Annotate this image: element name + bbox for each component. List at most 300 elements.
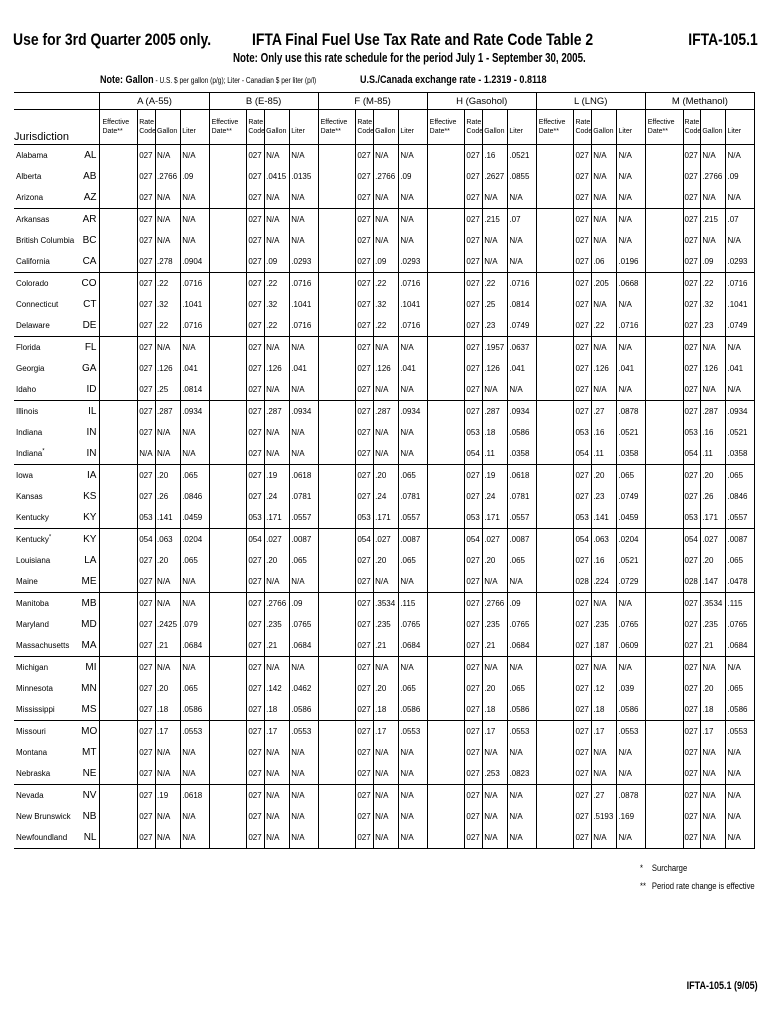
effective-date-cell [100, 785, 138, 807]
gallon-rate-cell: N/A [156, 230, 181, 251]
rate-code-cell: 053 [356, 507, 374, 529]
effective-date-cell [209, 806, 247, 827]
liter-rate-cell: .0293 [290, 251, 318, 273]
liter-rate-cell: N/A [508, 230, 536, 251]
fuel-group-header: B (E-85) [209, 93, 318, 110]
rate-code-cell: 027 [574, 187, 592, 209]
liter-rate-cell: .0716 [181, 315, 209, 337]
liter-rate-cell: N/A [290, 806, 318, 827]
liter-rate-cell: N/A [508, 187, 536, 209]
jurisdiction-name-text: Colorado [16, 279, 49, 288]
effective-date-cell [645, 593, 683, 615]
jurisdiction-name-text: Indiana [16, 449, 43, 458]
table-row [14, 465, 755, 487]
jurisdiction-name-text: Montana [16, 748, 48, 757]
jurisdiction-name-text: Arkansas [16, 215, 50, 224]
rate-code-cell: 027 [247, 678, 265, 699]
gallon-rate-cell: N/A [265, 422, 290, 443]
gallon-rate-cell: .27 [592, 401, 617, 423]
rate-code-cell: 027 [356, 358, 374, 379]
effective-date-cell [427, 699, 465, 721]
rate-code-cell: 027 [574, 273, 592, 295]
effective-date-cell [536, 209, 574, 231]
rate-code-cell: 027 [465, 785, 483, 807]
gallon-rate-cell: N/A [701, 187, 726, 209]
rate-code-cell: 027 [683, 635, 701, 657]
rate-code-cell: 027 [465, 145, 483, 167]
liter-rate-cell: N/A [399, 657, 427, 679]
quarter-note: Use for 3rd Quarter 2005 only. [13, 30, 212, 49]
liter-rate-cell: .065 [726, 550, 755, 571]
gallon-rate-cell: N/A [592, 337, 617, 359]
gallon-rate-cell: N/A [374, 230, 399, 251]
gallon-rate-cell: N/A [156, 209, 181, 231]
rate-code-cell: 054 [247, 529, 265, 551]
table-row [14, 721, 755, 743]
liter-rate-cell: N/A [290, 209, 318, 231]
rate-code-cell: 053 [247, 507, 265, 529]
jurisdiction-name-text: Alberta [16, 172, 42, 181]
jurisdiction-name-text: Connecticut [16, 300, 59, 309]
liter-rate-cell: N/A [617, 209, 645, 231]
rate-code-cell: 027 [247, 763, 265, 785]
rate-code-cell: 027 [247, 827, 265, 849]
effective-date-cell [427, 358, 465, 379]
table-row [14, 678, 755, 699]
gallon-rate-cell: .126 [701, 358, 726, 379]
gallon-rate-cell: .253 [483, 763, 508, 785]
rate-code-cell: 054 [138, 529, 156, 551]
gallon-rate-cell: N/A [156, 337, 181, 359]
effective-date-cell [100, 699, 138, 721]
gallon-rate-cell: N/A [592, 593, 617, 615]
table-row [14, 145, 755, 167]
gallon-rate-cell: N/A [156, 742, 181, 763]
rate-code-cell: 027 [356, 721, 374, 743]
effective-date-cell [536, 486, 574, 507]
liter-rate-cell: N/A [399, 806, 427, 827]
jurisdiction-name [14, 550, 81, 571]
rate-code-cell: 027 [683, 401, 701, 423]
effective-date-header-line2: Date** [211, 128, 232, 135]
effective-date-cell [536, 166, 574, 187]
rate-code-cell: 027 [356, 571, 374, 593]
table-row [14, 401, 755, 423]
rate-code-cell: 053 [465, 422, 483, 443]
effective-date-cell [427, 486, 465, 507]
page-title: IFTA Final Fuel Use Tax Rate and Rate Code Table 2 [252, 30, 594, 49]
liter-rate-cell: N/A [726, 806, 755, 827]
rate-code-cell: 053 [574, 422, 592, 443]
gallon-rate-cell: .21 [483, 635, 508, 657]
gallon-rate-cell: .0415 [265, 166, 290, 187]
jurisdiction-name [14, 806, 81, 827]
liter-rate-cell: .065 [399, 678, 427, 699]
rate-code-cell: 027 [247, 742, 265, 763]
table-row [14, 827, 755, 849]
table-row [14, 251, 755, 273]
gallon-rate-cell: N/A [592, 294, 617, 315]
gallon-rate-cell: .027 [701, 529, 726, 551]
table-row [14, 785, 755, 807]
gallon-rate-cell: N/A [374, 379, 399, 401]
liter-rate-cell: N/A [508, 657, 536, 679]
liter-rate-cell: .039 [617, 678, 645, 699]
rate-table [14, 92, 755, 849]
effective-date-header-line2: Date** [647, 128, 668, 135]
liter-rate-cell: .065 [726, 465, 755, 487]
gallon-rate-cell: N/A [701, 379, 726, 401]
effective-date-cell [427, 422, 465, 443]
rate-code-cell: 027 [683, 721, 701, 743]
jurisdiction-name-text: Maine [16, 577, 38, 586]
rate-code-cell: 027 [138, 166, 156, 187]
effective-date-cell [318, 827, 356, 849]
liter-header [181, 110, 209, 145]
liter-rate-cell: N/A [181, 337, 209, 359]
effective-date-cell [209, 742, 247, 763]
rate-code-cell: 027 [683, 251, 701, 273]
effective-date-cell [645, 699, 683, 721]
jurisdiction-abbr: KS [83, 491, 97, 502]
effective-date-cell [100, 422, 138, 443]
rate-code-cell: 027 [138, 230, 156, 251]
gallon-rate-cell: .171 [265, 507, 290, 529]
effective-date-cell [209, 209, 247, 231]
effective-date-cell [318, 465, 356, 487]
gallon-rate-cell: .16 [701, 422, 726, 443]
jurisdiction-name [14, 358, 81, 379]
jurisdiction-name [14, 337, 81, 359]
jurisdiction-name-text: Michigan [16, 663, 49, 672]
liter-rate-cell: N/A [290, 337, 318, 359]
rate-code-cell: 027 [356, 443, 374, 465]
liter-rate-cell: .0716 [726, 273, 755, 295]
gallon-rate-cell: N/A [265, 230, 290, 251]
rate-code-cell: 054 [356, 529, 374, 551]
gallon-rate-cell: .205 [592, 273, 617, 295]
liter-header [617, 110, 645, 145]
rate-code-cell: 027 [356, 763, 374, 785]
group-header-blank [14, 93, 100, 110]
liter-rate-cell: .0358 [726, 443, 755, 465]
rate-code-cell: 027 [465, 827, 483, 849]
gallon-rate-cell: N/A [265, 187, 290, 209]
effective-date-cell [536, 699, 574, 721]
gallon-rate-cell: N/A [265, 145, 290, 167]
liter-rate-cell: .0557 [290, 507, 318, 529]
gallon-rate-cell: .5193 [592, 806, 617, 827]
liter-rate-cell: N/A [726, 187, 755, 209]
liter-rate-cell: .041 [290, 358, 318, 379]
effective-date-cell [318, 443, 356, 465]
jurisdiction-name [14, 209, 81, 231]
footnote [640, 881, 755, 891]
table-row [14, 166, 755, 187]
gallon-rate-cell: N/A [483, 251, 508, 273]
effective-date-cell [536, 763, 574, 785]
gallon-note [100, 74, 316, 86]
liter-rate-cell: N/A [726, 827, 755, 849]
rate-code-cell: 053 [683, 507, 701, 529]
liter-rate-cell: N/A [726, 230, 755, 251]
gallon-rate-cell: .126 [374, 358, 399, 379]
rate-code-cell: 027 [465, 593, 483, 615]
rate-code-cell: 027 [247, 593, 265, 615]
effective-date-header-line1: Effective [211, 119, 239, 126]
rate-code-cell: 027 [356, 422, 374, 443]
jurisdiction-name [14, 507, 81, 529]
rate-code-header-line2: Code [575, 128, 592, 135]
liter-rate-cell: .0521 [508, 145, 536, 167]
gallon-header [156, 110, 181, 145]
effective-date-cell [209, 422, 247, 443]
liter-rate-cell: N/A [399, 443, 427, 465]
rate-code-cell: 027 [465, 635, 483, 657]
rate-code-cell: 027 [138, 593, 156, 615]
rate-code-cell: 027 [683, 486, 701, 507]
effective-date-cell [645, 657, 683, 679]
effective-date-cell [645, 635, 683, 657]
rate-code-cell: 027 [574, 763, 592, 785]
gallon-rate-cell: N/A [592, 657, 617, 679]
liter-rate-cell: .065 [399, 550, 427, 571]
liter-rate-cell: .079 [181, 614, 209, 635]
effective-date-cell [318, 166, 356, 187]
rate-code-cell: 027 [247, 273, 265, 295]
rate-code-cell: 027 [465, 550, 483, 571]
liter-rate-cell: .065 [617, 465, 645, 487]
rate-code-cell: 027 [574, 721, 592, 743]
gallon-rate-cell: N/A [374, 209, 399, 231]
rate-code-cell: 054 [683, 443, 701, 465]
effective-date-cell [427, 465, 465, 487]
gallon-rate-cell: N/A [374, 785, 399, 807]
rate-code-cell: 027 [465, 486, 483, 507]
rate-code-cell: 027 [247, 443, 265, 465]
gallon-rate-cell: .32 [374, 294, 399, 315]
jurisdiction-abbr: AR [82, 214, 97, 225]
liter-rate-cell: .115 [726, 593, 755, 615]
effective-date-cell [318, 593, 356, 615]
liter-rate-cell: .0637 [508, 337, 536, 359]
gallon-rate-cell: .17 [374, 721, 399, 743]
effective-date-cell [536, 187, 574, 209]
jurisdiction-name [14, 187, 81, 209]
rate-code-cell: 027 [574, 614, 592, 635]
effective-date-cell [645, 785, 683, 807]
liter-rate-cell: .0618 [181, 785, 209, 807]
rate-code-cell: 027 [138, 721, 156, 743]
effective-date-cell [100, 145, 138, 167]
rate-code-header [574, 110, 592, 145]
gallon-rate-cell: .19 [483, 465, 508, 487]
rate-code-cell: 027 [247, 550, 265, 571]
rate-code-cell: 027 [574, 337, 592, 359]
table-row [14, 571, 755, 593]
jurisdiction-abbr: LA [84, 555, 97, 566]
effective-date-cell [536, 443, 574, 465]
effective-date-cell [645, 315, 683, 337]
rate-code-cell: 027 [356, 401, 374, 423]
liter-rate-cell: N/A [290, 763, 318, 785]
jurisdiction-name-text: Minnesota [16, 684, 53, 693]
effective-date-cell [100, 657, 138, 679]
effective-date-cell [427, 145, 465, 167]
rate-code-cell: 027 [574, 230, 592, 251]
effective-date-cell [209, 785, 247, 807]
liter-rate-cell: N/A [290, 571, 318, 593]
effective-date-cell [645, 742, 683, 763]
fuel-group-header: F (M-85) [318, 93, 427, 110]
gallon-rate-cell: .22 [374, 273, 399, 295]
gallon-rate-cell: .142 [265, 678, 290, 699]
gallon-rate-cell: .287 [483, 401, 508, 423]
rate-code-cell: 027 [356, 593, 374, 615]
effective-date-cell [318, 230, 356, 251]
liter-rate-cell: .0716 [290, 273, 318, 295]
jurisdiction-name [14, 614, 81, 635]
gallon-rate-cell: .2766 [701, 166, 726, 187]
rate-code-cell: 027 [356, 657, 374, 679]
rate-code-cell: 027 [356, 294, 374, 315]
jurisdiction-name-text: Louisiana [16, 556, 51, 565]
surcharge-mark: * [42, 448, 45, 455]
liter-rate-cell: .065 [399, 465, 427, 487]
effective-date-cell [209, 827, 247, 849]
liter-rate-cell: .0684 [181, 635, 209, 657]
jurisdiction-header: Jurisdiction [14, 110, 100, 145]
jurisdiction-abbr: MB [81, 598, 97, 609]
footnote [640, 863, 687, 873]
liter-rate-cell: .0814 [181, 379, 209, 401]
rate-table-body [14, 145, 755, 849]
gallon-rate-cell: .027 [265, 529, 290, 551]
fuel-group-header: A (A-55) [100, 93, 209, 110]
liter-header-label: Liter [727, 128, 742, 135]
rate-code-cell: 027 [683, 187, 701, 209]
effective-date-cell [536, 785, 574, 807]
effective-date-cell [318, 209, 356, 231]
gallon-rate-cell: .215 [701, 209, 726, 231]
liter-rate-cell: N/A [617, 742, 645, 763]
liter-rate-cell: N/A [617, 827, 645, 849]
gallon-rate-cell: .20 [701, 678, 726, 699]
jurisdiction-abbr: FL [84, 342, 97, 353]
liter-rate-cell: .0878 [617, 785, 645, 807]
effective-date-cell [318, 763, 356, 785]
effective-date-header [536, 110, 574, 145]
liter-rate-cell: .0716 [617, 315, 645, 337]
effective-date-header [427, 110, 465, 145]
liter-header [726, 110, 755, 145]
gallon-rate-cell: .20 [156, 465, 181, 487]
gallon-rate-cell: N/A [265, 209, 290, 231]
effective-date-cell [645, 550, 683, 571]
rate-code-cell: 027 [465, 571, 483, 593]
effective-date-cell [427, 550, 465, 571]
effective-date-cell [318, 187, 356, 209]
effective-date-cell [209, 315, 247, 337]
rate-code-cell: 027 [138, 251, 156, 273]
rate-code-cell: 027 [247, 614, 265, 635]
rate-code-header-line2: Code [684, 128, 701, 135]
jurisdiction-name [14, 166, 81, 187]
rate-code-cell: 027 [247, 145, 265, 167]
liter-header-label: Liter [291, 128, 305, 135]
effective-date-cell [427, 635, 465, 657]
effective-date-cell [209, 294, 247, 315]
gallon-rate-cell: .20 [483, 550, 508, 571]
jurisdiction-name-text: Illinois [16, 407, 39, 416]
effective-date-cell [209, 230, 247, 251]
liter-rate-cell: N/A [726, 337, 755, 359]
rate-code-cell: 027 [683, 337, 701, 359]
liter-rate-cell: .09 [726, 166, 755, 187]
rate-code-cell: 027 [247, 187, 265, 209]
rate-code-cell: 027 [574, 379, 592, 401]
gallon-rate-cell: .23 [483, 315, 508, 337]
liter-rate-cell: .0521 [617, 422, 645, 443]
table-row [14, 763, 755, 785]
rate-code-cell: 027 [247, 315, 265, 337]
rate-code-cell: 027 [247, 465, 265, 487]
liter-rate-cell: .0087 [726, 529, 755, 551]
rate-code-header [138, 110, 156, 145]
jurisdiction-name [14, 742, 81, 763]
liter-rate-cell: .169 [617, 806, 645, 827]
effective-date-cell [536, 337, 574, 359]
rate-code-cell: 027 [356, 166, 374, 187]
effective-date-cell [100, 486, 138, 507]
gallon-rate-cell: .027 [374, 529, 399, 551]
liter-rate-cell: .1041 [726, 294, 755, 315]
liter-rate-cell: .07 [726, 209, 755, 231]
liter-rate-cell: .0586 [508, 699, 536, 721]
effective-date-cell [100, 443, 138, 465]
effective-date-header-line1: Effective [320, 119, 348, 126]
effective-date-cell [427, 209, 465, 231]
liter-rate-cell: N/A [290, 742, 318, 763]
liter-rate-cell: .0934 [726, 401, 755, 423]
table-row [14, 209, 755, 231]
liter-rate-cell: .065 [508, 678, 536, 699]
jurisdiction-abbr: KY [83, 534, 97, 545]
liter-rate-cell: .09 [181, 166, 209, 187]
rate-code-cell: 027 [356, 614, 374, 635]
gallon-rate-cell: N/A [156, 187, 181, 209]
liter-rate-cell: .0204 [181, 529, 209, 551]
jurisdiction-name-text: Alabama [16, 151, 48, 160]
rate-code-cell: 027 [465, 806, 483, 827]
liter-rate-cell: .0557 [726, 507, 755, 529]
gallon-rate-cell: .1957 [483, 337, 508, 359]
rate-code-cell: 027 [574, 785, 592, 807]
effective-date-header-line1: Effective [538, 119, 566, 126]
effective-date-cell [100, 827, 138, 849]
table-row [14, 273, 755, 295]
liter-rate-cell: N/A [508, 571, 536, 593]
effective-date-cell [536, 635, 574, 657]
fuel-group-header: L (LNG) [536, 93, 645, 110]
liter-rate-cell: .0586 [399, 699, 427, 721]
liter-rate-cell: N/A [399, 337, 427, 359]
gallon-rate-cell: .22 [592, 315, 617, 337]
liter-header-label: Liter [400, 128, 414, 135]
liter-rate-cell: .0293 [399, 251, 427, 273]
effective-date-cell [427, 571, 465, 593]
jurisdiction-name-text: Indiana [16, 428, 43, 437]
